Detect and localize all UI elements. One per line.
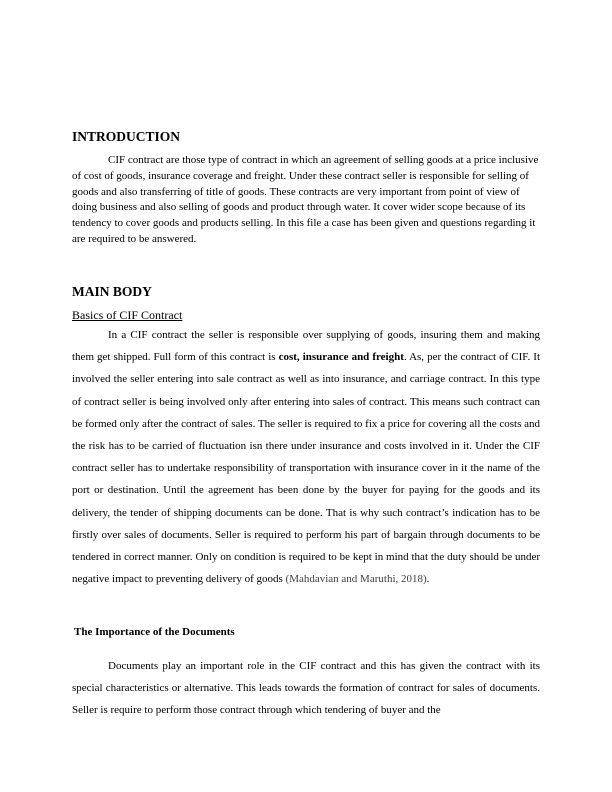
introduction-paragraph: CIF contract are those type of contract in which an agreement of selling goods at a price inclusive of cost of goods, insurance coverage and freight. Under these contract seller is responsible for selling of goods and also transferring of title of goods. These contracts are very important from point of view of doing business and also selling of goods and product through water. It cover wider scope because of its tendency to cover goods and products selling. In this file a case has been given and questions regarding it are required to be answered. bbox=[72, 154, 539, 245]
paragraph-end: . bbox=[426, 573, 430, 586]
paragraph-text-part1: In a CIF contract the seller is responsible over supplying of goods, insuring them and making them get shipped. Full form of this contract is bbox=[72, 329, 540, 364]
introduction-heading: INTRODUCTION bbox=[72, 129, 181, 144]
citation: (Mahdavian and Maruthi, 2018) bbox=[285, 573, 427, 586]
main-body-heading: MAIN BODY bbox=[72, 284, 152, 299]
paragraph-bold-term: cost, insurance and freight bbox=[278, 351, 404, 364]
basics-of-cif-paragraph bbox=[72, 324, 540, 590]
paragraph-text-part2: . As, per the contract of CIF. It involved the seller entering into sale contract as well as into insurance, and carriage contract. In this type of contract seller is being involved only after entering into sales of contract. This means such contract can be formed only after the contract of sales. The seller is required to fix a price for covering all the costs and the risk has to be carried of fluctuation isn there under insurance and costs involved in it. Under the CIF contract seller has to undertake responsibility of transportation with insurance cover in it the name of the port or destination. Until the agreement has been done by the buyer for paying for the goods and its delivery, the tender of shipping documents can be done. That is why such contract’s indication has to be firstly over sales of documents. Seller is required to perform his part of bargain through documents to be tendered in correct manner. Only on condition is required to be kept in mind that the duty should be under negative impact to preventing delivery of goods bbox=[72, 351, 540, 586]
importance-of-documents-paragraph: Documents play an important role in the CIF contract and this has given the contract with its special characteristics or alternative. This leads towards the formation of contract for sales of documents. Seller is require to perform those contract through which tendering of buyer and the bbox=[72, 660, 540, 716]
importance-of-documents-heading: The Importance of the Documents bbox=[74, 626, 235, 638]
basics-of-cif-subheading: Basics of CIF Contract bbox=[72, 308, 183, 322]
